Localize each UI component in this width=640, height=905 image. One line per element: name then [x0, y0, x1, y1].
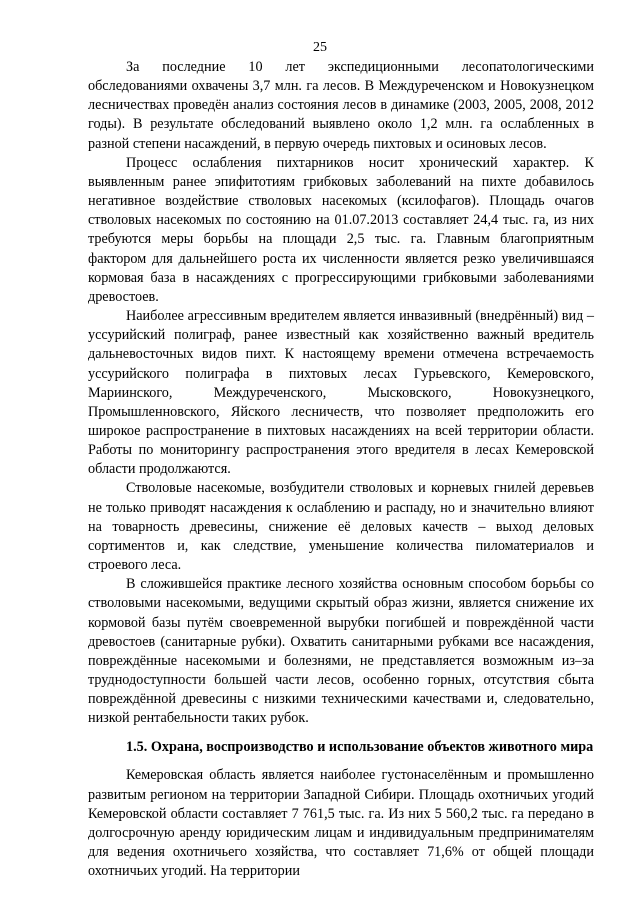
paragraph-stem-insects: Стволовые насекомые, возбудители стволовых и корневых гнилей деревьев не только приводят насаждения к ослаблению и распаду, но и значительно влияют на товарность древесины, снижение её деловых качеств – выход деловых сортиментов и, как следствие, уменьшение количества пиломатериалов и строевого леса.	[88, 480, 594, 574]
paragraph-ussuri-polygraph: Наиболее агрессивным вредителем является инвазивный (внедрённый) вид – уссурийский полиграф, ранее известный как хозяйственно важный вредитель дальневосточных видов пихт. К настоящему времени отмечена встречаемость уссурийского полиграфа в пихтовых лесах Гурьевского, Кемеровского, Мариинского, Междуреченского, Мысковского, Новокузнецкого, Промышленновского, Яйского лесничеств, что позволяет предположить его широкое распространение в пихтовых насаждениях на всей территории области. Работы по мониторингу распространения этого вредителя в лесах Кемеровской области продолжаются.	[88, 308, 594, 478]
paragraph-hunting-grounds: Кемеровская область является наиболее густонаселённым и промышленно развитым регионом на территории Западной Сибири. Площадь охотничьих угодий Кемеровской области составляет 7 761,5 тыс. га. Из них 5 560,2 тыс. га передано в долгосрочную аренду юридическим лицам и индивидуальным предпринимателям для ведения охотничьего хозяйства, что составляет 71,6% от общей площади охотничьих угодий. На территории	[88, 767, 594, 880]
body-text	[88, 58, 594, 881]
paragraph-sanitary-felling: В сложившейся практике лесного хозяйства основным способом борьбы со стволовыми насекомыми, ведущими скрытый образ жизни, является снижение их кормовой базы путём своевременной вырубки погибшей и повреждённой части древостоев (санитарные рубки). Охватить санитарными рубками все насаждения, повреждённые насекомыми и болезнями, не представляется возможным из–за труднодоступности большей части лесов, особенно горных, отсутствия сбыта повреждённой древесины с низкими техническими качествами и, следовательно, низкой рентабельности таких рубок.	[88, 576, 594, 727]
page-number: 25	[313, 40, 327, 55]
section-heading: 1.5. Охрана, воспроизводство и использование объектов животного мира	[126, 739, 594, 756]
paragraph-fir-weakening: Процесс ослабления пихтарников носит хронический характер. К выявленным ранее эпифитотиям грибковых заболеваний на пихте добавилось негативное воздействие стволовых насекомых (ксилофагов). Площадь очагов стволовых насекомых по состоянию на 01.07.2013 составляет 24,4 тыс. га, из них требуются меры борьбы на площади 2,5 тыс. га. Главным благоприятным фактором для дальнейшего роста их численности является резко увеличившаяся кормовая база в насаждениях с прогрессирующими грибковыми заболеваниями древостоев.	[88, 154, 594, 305]
paragraph-forest-surveys: За последние 10 лет экспедиционными лесопатологическими обследованиями охвачены 3,7 млн. га лесов. В Междуреченском и Новокузнецком лесничествах проведён анализ состояния лесов в динамике (2003, 2005, 2008, 2012 годы). В результате обследований выявлено около 1,2 млн. га ослабленных в разной степени насаждений, в первую очередь пихтовых и осиновых лесов.	[88, 59, 594, 152]
